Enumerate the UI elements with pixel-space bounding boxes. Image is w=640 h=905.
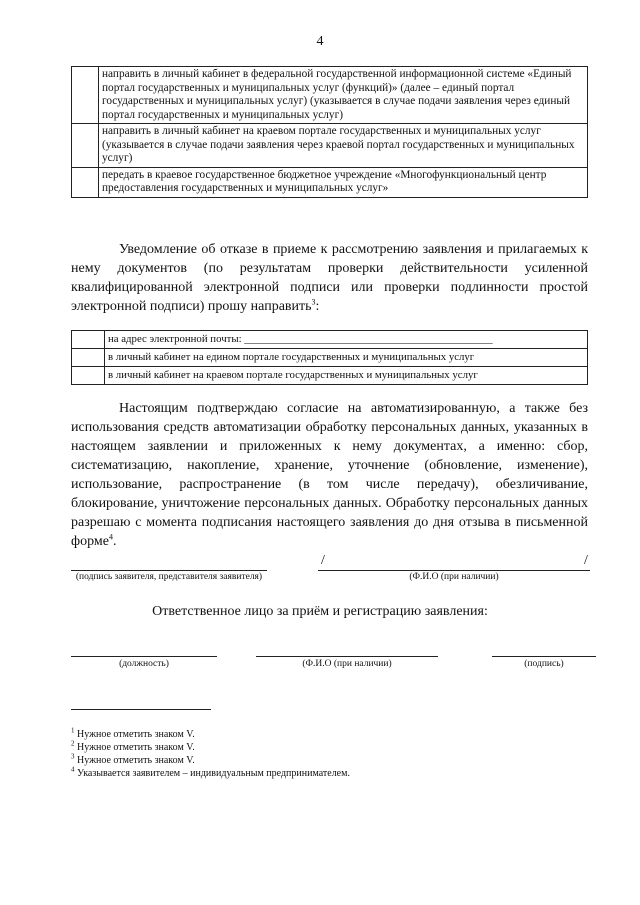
option-checkbox-cell[interactable] (72, 349, 105, 367)
responsible-signature-line[interactable] (492, 656, 596, 657)
footnote-ref: 3 (311, 297, 316, 307)
option-text: в личный кабинет на краевом портале государственных и муниципальных услуг (105, 367, 588, 385)
footnote-text: Нужное отметить знаком V. (77, 729, 195, 740)
position-caption: (должность) (119, 659, 169, 669)
slash-right: / (584, 553, 588, 568)
footnote (71, 739, 195, 754)
slash-left: / (321, 553, 325, 568)
delivery-options-table (71, 66, 588, 198)
consent-text: Настоящим подтверждаю согласие на автоматизированную, а также без использования средств автоматизации обработку персональных данных, указанных в настоящем заявлении и приложенных к нему документах, а именно: сбор, систематизацию, накопление, хранение, уточнение (обновление, изменение), использование, распространение (в том числе передачу), обезличивание, блокирование, уничтожение персональных данных. Обработку персональных данных разрешаю с момента подписания настоящего заявления до дня отзыва в письменной форме (71, 401, 588, 549)
punctuation: . (112, 534, 117, 549)
page-number: 4 (316, 34, 324, 49)
footnote-divider (71, 709, 211, 710)
option-checkbox-cell[interactable] (72, 67, 99, 124)
option-text: на адрес электронной почты: ______________________________________________ (105, 331, 588, 349)
punctuation: : (315, 299, 320, 314)
footnote-number: 1 (71, 726, 75, 735)
table-row (72, 331, 588, 349)
option-text: передать в краевое государственное бюджетное учреждение «Многофункциональный центр предоставления государственных и муниципальных услуг» (99, 167, 588, 197)
responsible-signature-caption: (подпись) (524, 659, 564, 669)
name-caption: (Ф.И.О (при наличии) (409, 572, 499, 582)
footnote (71, 752, 195, 767)
table-row (72, 367, 588, 385)
name-line[interactable] (318, 570, 590, 571)
responsible-name-line[interactable] (256, 656, 438, 657)
table-row (72, 349, 588, 367)
footnote-number: 4 (71, 765, 75, 774)
option-checkbox-cell[interactable] (72, 367, 105, 385)
refusal-notice-paragraph (71, 240, 588, 316)
option-checkbox-cell[interactable] (72, 331, 105, 349)
footnote (71, 765, 350, 780)
table-row (72, 67, 588, 124)
option-text: в личный кабинет на едином портале государственных и муниципальных услуг (105, 349, 588, 367)
signer-caption: (подпись заявителя, представителя заявителя) (75, 572, 263, 582)
responsible-name-caption: (Ф.И.О (при наличии) (302, 659, 392, 669)
consent-paragraph (71, 399, 588, 551)
signature-line[interactable] (71, 570, 267, 571)
option-text: направить в личный кабинет на краевом портале государственных и муниципальных услуг (указывается в случае подачи заявления через краевой портал государственных и муниципальных услуг) (99, 124, 588, 168)
footnote-text: Нужное отметить знаком V. (77, 742, 195, 753)
responsible-person-title: Ответственное лицо за приём и регистрацию заявления: (152, 604, 488, 619)
footnote (71, 726, 195, 741)
position-line[interactable] (71, 656, 217, 657)
option-checkbox-cell[interactable] (72, 167, 99, 197)
refusal-notice-text: Уведомление об отказе в приеме к рассмотрению заявления и прилагаемых к нему документов (по результатам проверки действительности усиленной квалифицированной электронной подписи или проверки подлинности простой электронной подписи) прошу направить (71, 242, 588, 314)
footnote-number: 3 (71, 752, 75, 761)
table-row (72, 167, 588, 197)
option-text: направить в личный кабинет в федеральной государственной информационной системе «Единый портал государственных и муниципальных услуг (функций)» (далее – единый портал государственных и муниципальных услуг) (указывается в случае подачи заявления через единый портал государственных и муниципальных услуг) (99, 67, 588, 124)
footnote-text: Нужное отметить знаком V. (77, 755, 195, 766)
footnote-text: Указывается заявителем – индивидуальным предпринимателем. (77, 768, 350, 779)
footnote-number: 2 (71, 739, 75, 748)
option-checkbox-cell[interactable] (72, 124, 99, 168)
footnote-ref: 4 (108, 532, 113, 542)
table-row (72, 124, 588, 168)
notice-options-table (71, 330, 588, 385)
